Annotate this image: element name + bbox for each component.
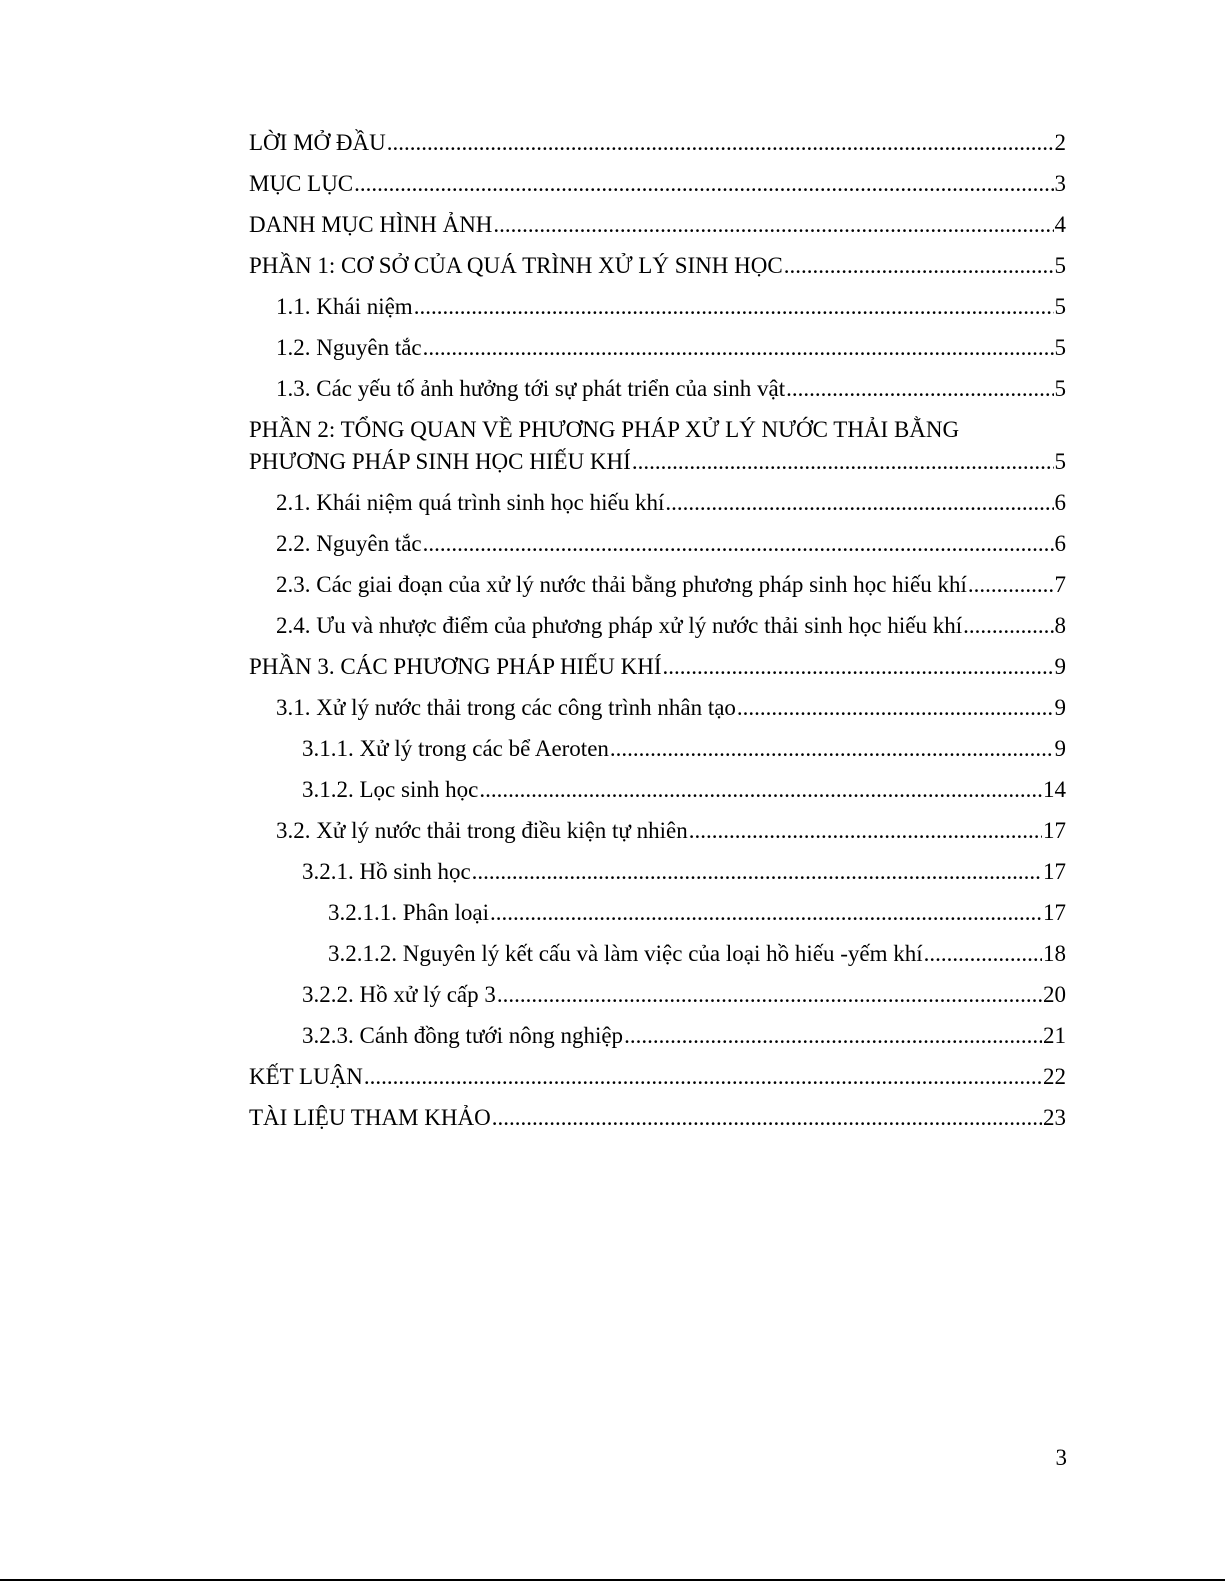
dot-leader xyxy=(665,487,1053,518)
toc-entry[interactable] xyxy=(249,209,1066,250)
toc-entry-page: 7 xyxy=(1054,572,1066,597)
toc-entry[interactable] xyxy=(249,168,1066,209)
toc-entry[interactable] xyxy=(249,733,1066,774)
toc-entry[interactable] xyxy=(249,250,1066,291)
dot-leader xyxy=(784,250,1054,281)
dot-leader xyxy=(492,1102,1042,1133)
toc-entry-title: 3.2. Xử lý nước thải trong điều kiện tự nhiên xyxy=(276,818,688,843)
dot-leader xyxy=(497,979,1042,1010)
toc-entry[interactable] xyxy=(249,897,1066,938)
toc-entry-title: TÀI LIỆU THAM KHẢO xyxy=(249,1105,491,1130)
toc-entry-page: 21 xyxy=(1043,1023,1066,1048)
toc-entry-title: 2.2. Nguyên tắc xyxy=(276,531,422,556)
toc-entry[interactable] xyxy=(249,528,1066,569)
toc-entry-page: 14 xyxy=(1043,777,1066,802)
toc-entry-title: DANH MỤC HÌNH ẢNH xyxy=(249,212,493,237)
toc-entry[interactable] xyxy=(249,1061,1066,1102)
dot-leader xyxy=(610,733,1054,764)
table-of-contents xyxy=(249,127,1066,1143)
toc-entry-title: 3.1. Xử lý nước thải trong các công trình nhân tạo xyxy=(276,695,736,720)
toc-entry-title: 3.2.3. Cánh đồng tưới nông nghiệp xyxy=(302,1023,624,1048)
toc-entry-page: 18 xyxy=(1043,941,1066,966)
dot-leader xyxy=(354,168,1053,199)
toc-entry-title: PHẦN 3. CÁC PHƯƠNG PHÁP HIẾU KHÍ xyxy=(249,654,662,679)
toc-entry[interactable] xyxy=(249,1020,1066,1061)
dot-leader xyxy=(924,938,1042,969)
toc-entry-page: 20 xyxy=(1043,982,1066,1007)
dot-leader xyxy=(423,528,1054,559)
toc-entry-page: 23 xyxy=(1043,1105,1066,1130)
toc-entry-page: 17 xyxy=(1043,900,1066,925)
dot-leader xyxy=(472,856,1042,887)
toc-entry[interactable] xyxy=(249,651,1066,692)
toc-entry-page: 5 xyxy=(1054,294,1066,319)
toc-entry[interactable] xyxy=(249,373,1066,414)
toc-entry-page: 2 xyxy=(1054,130,1066,155)
toc-entry-page: 8 xyxy=(1054,613,1066,638)
dot-leader xyxy=(689,815,1042,846)
toc-entry-title-line2: PHƯƠNG PHÁP SINH HỌC HIẾU KHÍ xyxy=(249,449,631,474)
toc-entry-title: 3.2.1.1. Phân loại xyxy=(328,900,489,925)
toc-entry[interactable] xyxy=(249,487,1066,528)
toc-entry-title: 1.2. Nguyên tắc xyxy=(276,335,422,360)
toc-entry-page: 9 xyxy=(1054,736,1066,761)
toc-entry-page: 22 xyxy=(1043,1064,1066,1089)
toc-entry-title: 1.1. Khái niệm xyxy=(276,294,413,319)
toc-entry-title: MỤC LỤC xyxy=(249,171,354,196)
dot-leader xyxy=(663,651,1054,682)
toc-entry[interactable] xyxy=(249,414,1066,487)
toc-entry-title: 3.2.2. Hồ xử lý cấp 3 xyxy=(302,982,496,1007)
bottom-divider xyxy=(0,1579,1225,1581)
dot-leader xyxy=(364,1061,1042,1092)
toc-entry[interactable] xyxy=(249,127,1066,168)
toc-entry[interactable] xyxy=(249,291,1066,332)
toc-entry-page: 9 xyxy=(1054,695,1066,720)
toc-entry-title: 1.3. Các yếu tố ảnh hưởng tới sự phát triển của sinh vật xyxy=(276,376,786,401)
dot-leader xyxy=(493,209,1053,240)
toc-entry-title: KẾT LUẬN xyxy=(249,1064,363,1089)
toc-entry-page: 9 xyxy=(1054,654,1066,679)
toc-entry-page: 5 xyxy=(1054,253,1066,278)
toc-entry-title: 3.2.1.2. Nguyên lý kết cấu và làm việc của loại hồ hiếu -yếm khí xyxy=(328,941,923,966)
toc-entry-title: 3.2.1. Hồ sinh học xyxy=(302,859,471,884)
toc-entry-title: PHẦN 1: CƠ SỞ CỦA QUÁ TRÌNH XỬ LÝ SINH HỌC xyxy=(249,253,783,278)
dot-leader xyxy=(737,692,1054,723)
toc-entry-page: 5 xyxy=(1054,376,1066,401)
dot-leader xyxy=(963,610,1053,641)
toc-entry-title: 3.1.2. Lọc sinh học xyxy=(302,777,479,802)
toc-entry-title: 2.3. Các giai đoạn của xử lý nước thải bằng phương pháp sinh học hiếu khí xyxy=(276,572,967,597)
toc-entry[interactable] xyxy=(249,938,1066,979)
toc-entry[interactable] xyxy=(249,815,1066,856)
toc-entry-page: 6 xyxy=(1054,490,1066,515)
toc-entry-title: LỜI MỞ ĐẦU xyxy=(249,130,386,155)
toc-entry-page: 5 xyxy=(1054,335,1066,360)
toc-entry[interactable] xyxy=(249,692,1066,733)
dot-leader xyxy=(624,1020,1042,1051)
dot-leader xyxy=(479,774,1042,805)
toc-entry[interactable] xyxy=(249,1102,1066,1143)
dot-leader xyxy=(414,291,1054,322)
page-number: 3 xyxy=(1055,1445,1067,1470)
toc-entry-page: 17 xyxy=(1043,859,1066,884)
toc-entry[interactable] xyxy=(249,774,1066,815)
dot-leader xyxy=(423,332,1054,363)
toc-entry[interactable] xyxy=(249,979,1066,1020)
toc-entry[interactable] xyxy=(249,332,1066,373)
toc-entry[interactable] xyxy=(249,610,1066,651)
toc-entry-title: 3.1.1. Xử lý trong các bể Aeroten xyxy=(302,736,609,761)
dot-leader xyxy=(632,446,1054,477)
toc-entry-page: 3 xyxy=(1054,171,1066,196)
toc-entry-page: 17 xyxy=(1043,818,1066,843)
dot-leader xyxy=(490,897,1042,928)
toc-entry-page: 6 xyxy=(1054,531,1066,556)
toc-entry[interactable] xyxy=(249,856,1066,897)
dot-leader xyxy=(387,127,1054,158)
toc-entry-title: 2.4. Ưu và nhược điểm của phương pháp xử lý nước thải sinh học hiếu khí xyxy=(276,613,963,638)
dot-leader xyxy=(968,569,1054,600)
dot-leader xyxy=(786,373,1053,404)
toc-entry-title-line1: PHẦN 2: TỔNG QUAN VỀ PHƯƠNG PHÁP XỬ LÝ NƯỚC THẢI BẰNG xyxy=(249,417,960,442)
toc-entry-page: 4 xyxy=(1054,212,1066,237)
toc-entry[interactable] xyxy=(249,569,1066,610)
toc-entry-page: 5 xyxy=(1054,449,1066,474)
toc-entry-title: 2.1. Khái niệm quá trình sinh học hiếu khí xyxy=(276,490,665,515)
